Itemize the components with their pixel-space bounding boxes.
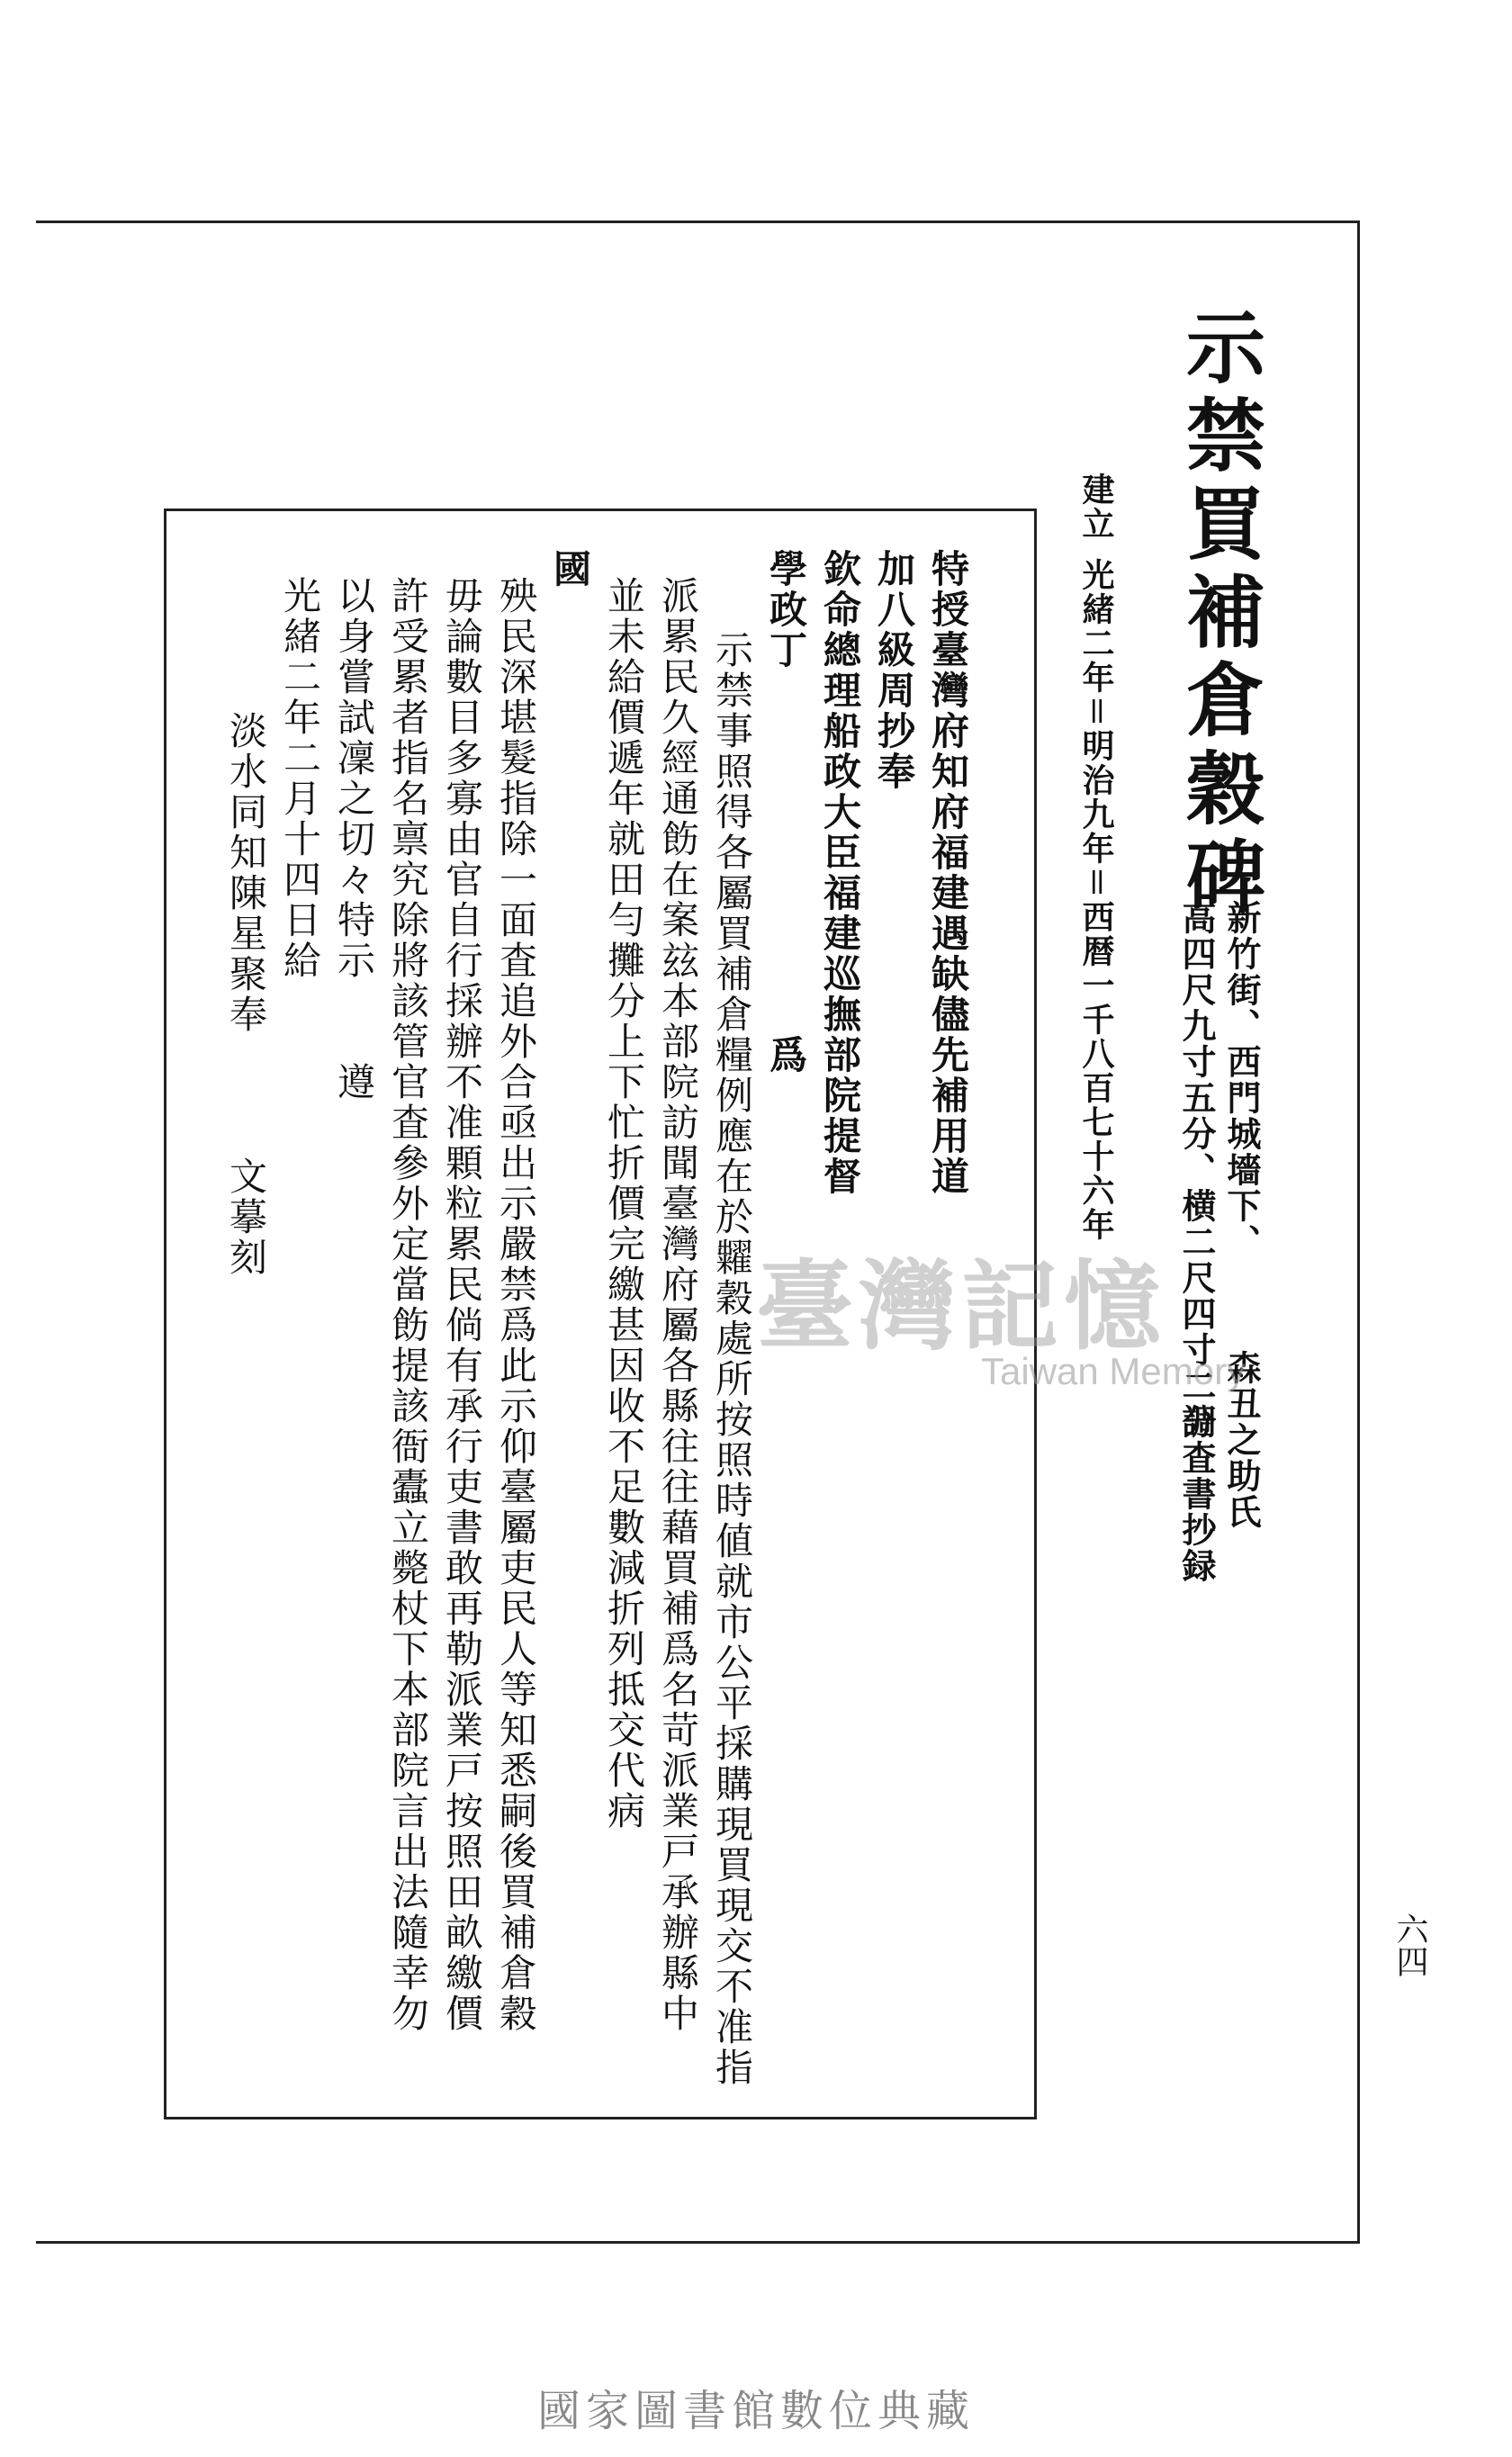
- location-note-source: 森丑之助氏: [1221, 1350, 1262, 1530]
- inscription-line: 光緒二年二月十四日給: [278, 576, 322, 981]
- inscription-line: 特授臺灣府知府福建遇缺儘先補用道: [926, 549, 970, 1197]
- location-note-source-type: 調査書抄録: [1176, 1404, 1217, 1584]
- inscription-line: 並未給價遞年就田勻攤分上下忙折價完繳甚因收不足數減折列抵交代病: [602, 576, 646, 1832]
- footer-credit: 國家圖書館數位典藏: [536, 2386, 975, 2436]
- inscription-line: 欽命總理船政大臣福建巡撫部院提督: [818, 549, 862, 1197]
- inscription-line: 淡水同知陳星聚奉 文摹刻: [224, 711, 268, 1278]
- inscription-line: 殃民深堪髮指除一面査追外合亟出示嚴禁爲此示仰臺屬吏民人等知悉嗣後買補倉穀: [494, 576, 538, 2034]
- date-value: 光緒二年＝明治九年＝西暦一千八百七十六年: [1077, 558, 1115, 1242]
- inscription-line: 加八級周抄奉: [872, 549, 916, 792]
- watermark-title: 臺灣記憶: [756, 1250, 1167, 1364]
- inscription-line: 示禁事照得各屬買補倉糧例應在於糶穀處所按照時値就市公平採購現買現交不准指: [710, 630, 754, 2088]
- date-label: 建立: [1077, 472, 1115, 541]
- page-number: 六四: [1391, 1912, 1428, 1977]
- inscription-line: 派累民久經通飭在案玆本部院訪聞臺灣府屬各縣往往藉買補爲名苛派業戸承辦縣中: [656, 576, 700, 2034]
- watermark-subtitle: Taiwan Memory: [981, 1350, 1246, 1392]
- page-bottom-rule: [36, 2241, 1359, 2244]
- inscription-line: 學政丁 爲: [764, 549, 808, 1076]
- location-note-line-1: 新竹街、西門城墻下、: [1221, 900, 1262, 1260]
- inscription-line: 毋論數目多寡由官自行採辦不准顆粒累民倘有承行吏書敢再勒派業戸按照田畝繳價: [440, 576, 484, 2034]
- stele-title: 示禁買補倉穀碑: [1174, 306, 1267, 923]
- inscription-line: 許受累者指名禀究除將該管官査參外定當飭提該衙蠹立斃杖下本部院言出法隨幸勿: [386, 576, 430, 2034]
- inscription-line: 以身嘗試凜之切々特示 遵: [332, 576, 376, 1102]
- location-note-line-2: 高四尺九寸五分、横二尺四寸二分: [1176, 900, 1217, 1440]
- page-top-rule: [36, 220, 1359, 223]
- page-right-rule: [1357, 220, 1360, 2244]
- inscription-line: 國: [548, 549, 592, 590]
